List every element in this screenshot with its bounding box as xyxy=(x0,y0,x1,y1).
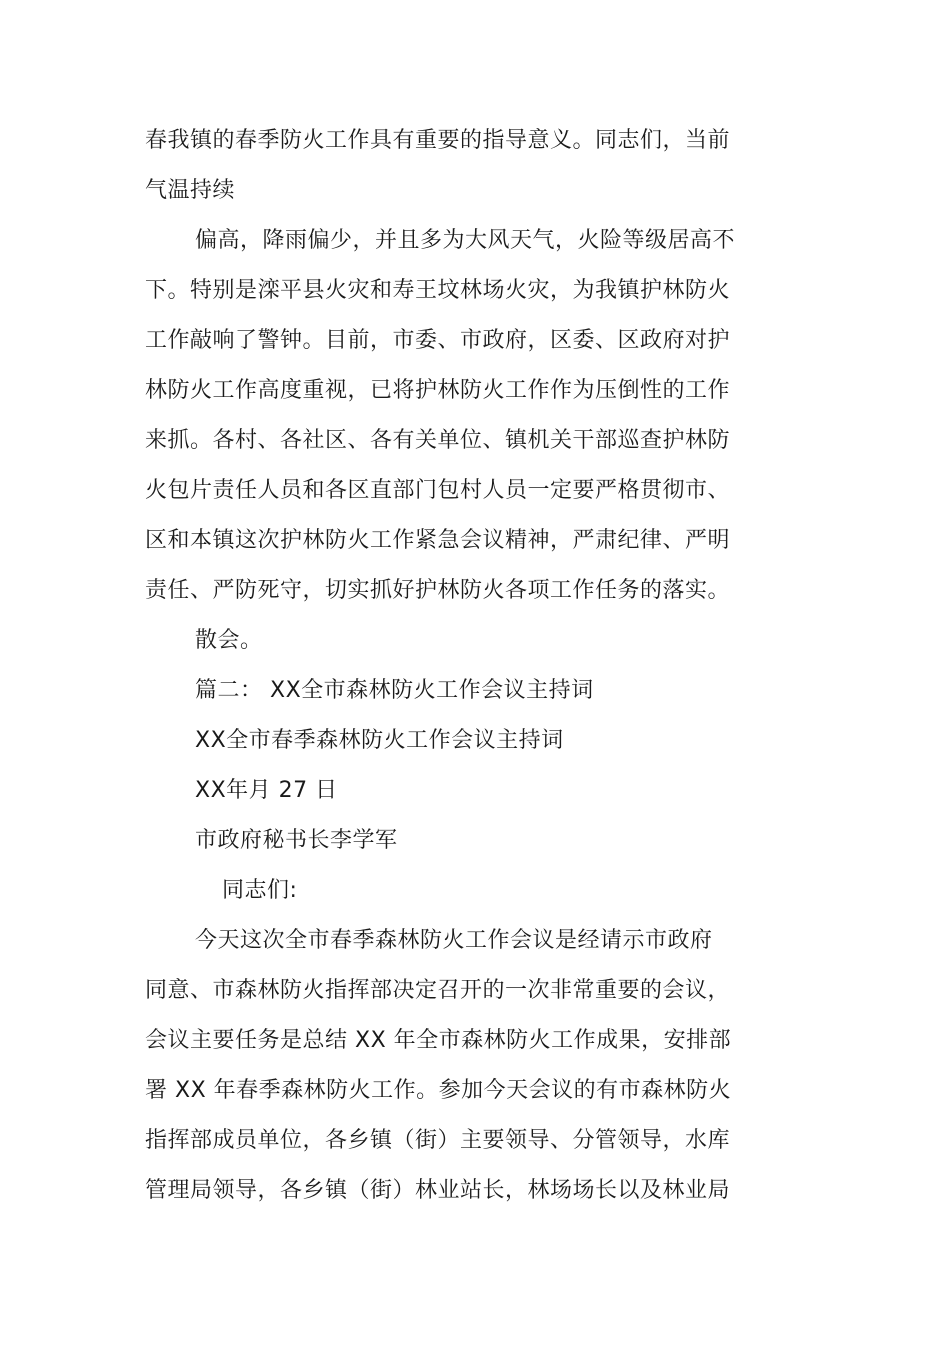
text-line-4: 下。特别是滦平县火灾和寿王坟林场火灾，为我镇护林防火 xyxy=(145,278,731,303)
speaker-name: 市政府秘书长李学军 xyxy=(195,828,398,853)
text-line-17: 今天这次全市春季森林防火工作会议是经请示市政府 xyxy=(195,928,713,953)
text-line-3: 偏高，降雨偏少，并且多为大风天气，火险等级居高不 xyxy=(195,228,736,253)
text-line-9: 区和本镇这次护林防火工作紧急会议精神，严肃纪律、严明 xyxy=(145,528,731,553)
text-line-20: 署 XX 年春季森林防火工作。参加今天会议的有市森林防火 xyxy=(145,1078,732,1103)
text-line-22: 管理局领导，各乡镇（街）林业站长，林场场长以及林业局 xyxy=(145,1178,731,1203)
text-line-2: 气温持续 xyxy=(145,178,236,203)
text-line-8: 火包片责任人员和各区直部门包村人员一定要严格贯彻市、 xyxy=(145,478,731,503)
speech-date: XX年月 27 日 xyxy=(195,778,338,803)
text-line-10: 责任、严防死守，切实抓好护林防火各项工作任务的落实。 xyxy=(145,578,731,603)
text-line-19: 会议主要任务是总结 XX 年全市森林防火工作成果，安排部 xyxy=(145,1028,732,1053)
text-line-18: 同意、市森林防火指挥部决定召开的一次非常重要的会议， xyxy=(145,978,731,1003)
text-line-11: 散会。 xyxy=(195,628,263,653)
text-line-5: 工作敲响了警钟。目前，市委、市政府，区委、区政府对护 xyxy=(145,328,731,353)
speech-title: XX全市春季森林防火工作会议主持词 xyxy=(195,728,564,753)
text-line-6: 林防火工作高度重视，已将护林防火工作作为压倒性的工作 xyxy=(145,378,731,403)
text-line-7: 来抓。各村、各社区、各有关单位、镇机关干部巡查护林防 xyxy=(145,428,731,453)
text-line-1: 春我镇的春季防火工作具有重要的指导意义。同志们，当前 xyxy=(145,128,731,153)
section-heading: 篇二： XX全市森林防火工作会议主持词 xyxy=(195,678,594,703)
salutation: 同志们: xyxy=(222,878,298,903)
text-line-21: 指挥部成员单位，各乡镇（街）主要领导、分管领导，水库 xyxy=(145,1128,731,1153)
